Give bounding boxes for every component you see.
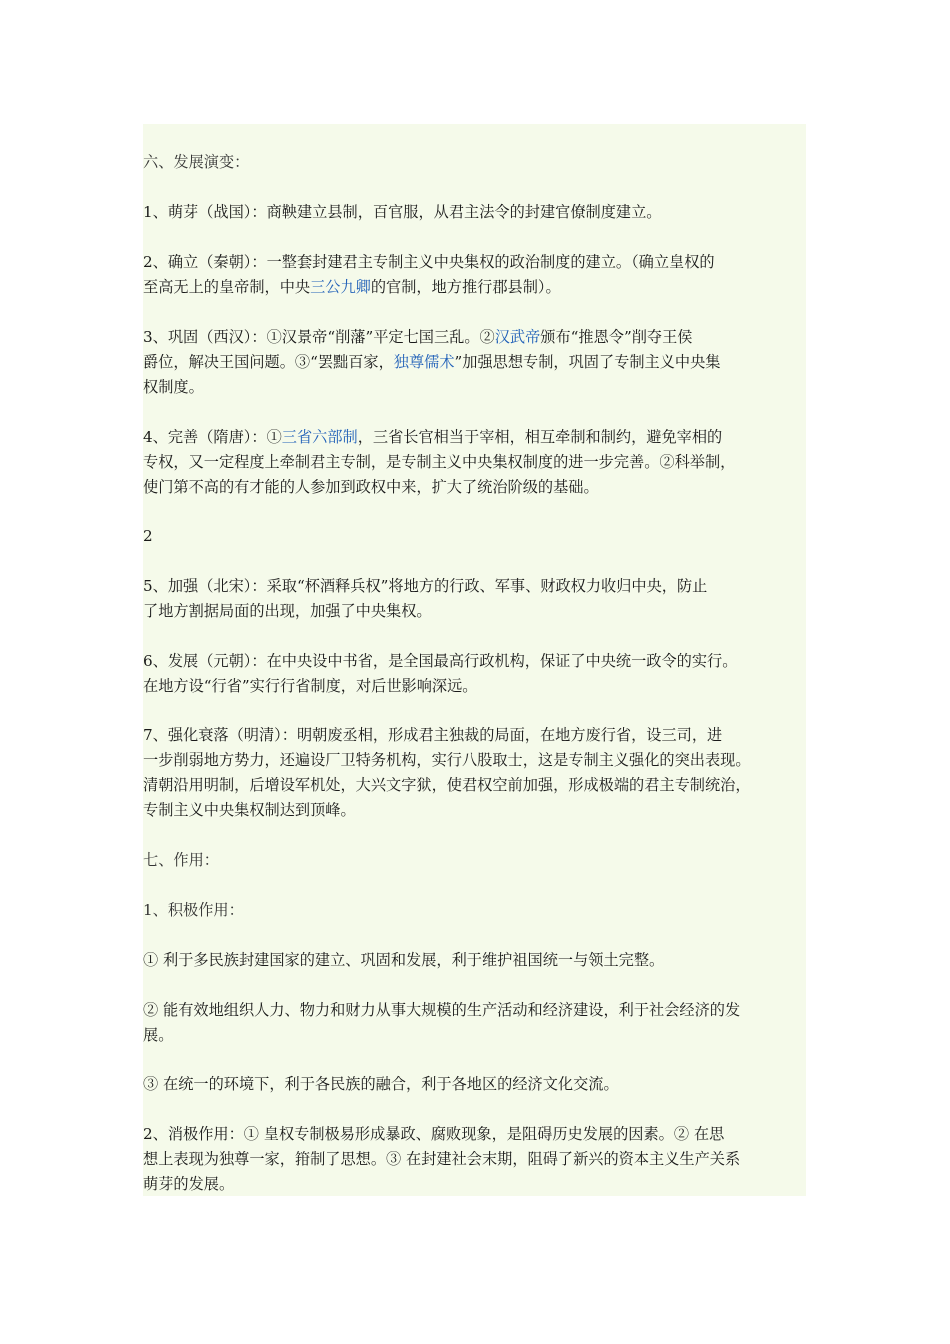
link-confucianism-only[interactable]: 独尊儒术 <box>393 353 455 371</box>
link-three-departments-six-ministries[interactable]: 三省六部制 <box>281 428 358 446</box>
paragraph-positive-1: ① 利于多民族封建国家的建立、巩固和发展，利于维护祖国统一与领土完整。 <box>143 951 665 969</box>
page-content <box>143 124 806 1196</box>
paragraph-strengthen: 5、加强（北宋）：采取“杯酒释兵权”将地方的行政、军事、财政权力收归中央，防止 了地方割据局面的出现，加强了中央集权。 <box>143 577 708 620</box>
paragraph-establish: 2、确立（秦朝）：一整套封建君主专制主义中央集权的政治制度的建立。（确立皇权的 至高无上的皇帝制，中央三公九卿的官制，地方推行郡县制）。 <box>143 253 715 296</box>
paragraph-develop: 6、发展（元朝）：在中央设中书省，是全国最高行政机构，保证了中央统一政令的实行。 在地方设“行省”实行行省制度，对后世影响深远。 <box>143 652 738 695</box>
page-number: 2 <box>143 527 153 545</box>
paragraph-positive-2: ② 能有效地组织人力、物力和财力从事大规模的生产活动和经济建设，利于社会经济的发 展。 <box>143 1001 741 1044</box>
paragraph-negative-effects: 2、消极作用：① 皇权专制极易形成暴政、腐败现象，是阻碍历史发展的因素。② 在思 想上表现为独尊一家，箝制了思想。③ 在封建社会末期，阻碍了新兴的资本主义生产关系 萌芽的发展。 <box>143 1125 741 1193</box>
paragraph-intensify-decline: 7、强化衰落（明清）：明朝废丞相，形成君主独裁的局面，在地方废行省，设三司，进 一步削弱地方势力，还遍设厂卫特务机构，实行八股取士，这是专制主义强化的突出表现。 清朝沿用明制，后增设军机处，大兴文字狱，使君权空前加强，形成极端的君主专制统治， 专制主义中央集权制达到顶峰。 <box>143 726 751 819</box>
paragraph-sprout: 1、萌芽（战国）：商鞅建立县制，百官服，从君主法令的封建官僚制度建立。 <box>143 203 662 221</box>
subheading-positive-effects: 1、积极作用： <box>143 901 244 919</box>
paragraph-positive-3: ③ 在统一的环境下，利于各民族的融合，利于各地区的经济文化交流。 <box>143 1075 619 1093</box>
paragraph-consolidate: 3、巩固（西汉）：①汉景帝“削藩”平定七国三乱。②汉武帝颁布“推恩令”削夺王侯 爵位，解决王国问题。③“罢黜百家，独尊儒术”加强思想专制，巩固了专制主义中央集 权制度。 <box>143 328 721 396</box>
paragraph-perfect: 4、完善（隋唐）：①三省六部制，三省长官相当于宰相，相互牵制和制约，避免宰相的 专权，又一定程度上牵制君主专制，是专制主义中央集权制度的进一步完善。②科举制， 使门第不高的有才能的人参加到政权中来，扩大了统治阶级的基础。 <box>143 428 736 496</box>
link-three-lords-nine-ministers[interactable]: 三公九卿 <box>310 278 371 296</box>
section-heading-effects: 七、作用： <box>143 851 219 869</box>
section-heading-development: 六、发展演变： <box>143 153 250 171</box>
link-emperor-wu-of-han[interactable]: 汉武帝 <box>494 328 541 346</box>
